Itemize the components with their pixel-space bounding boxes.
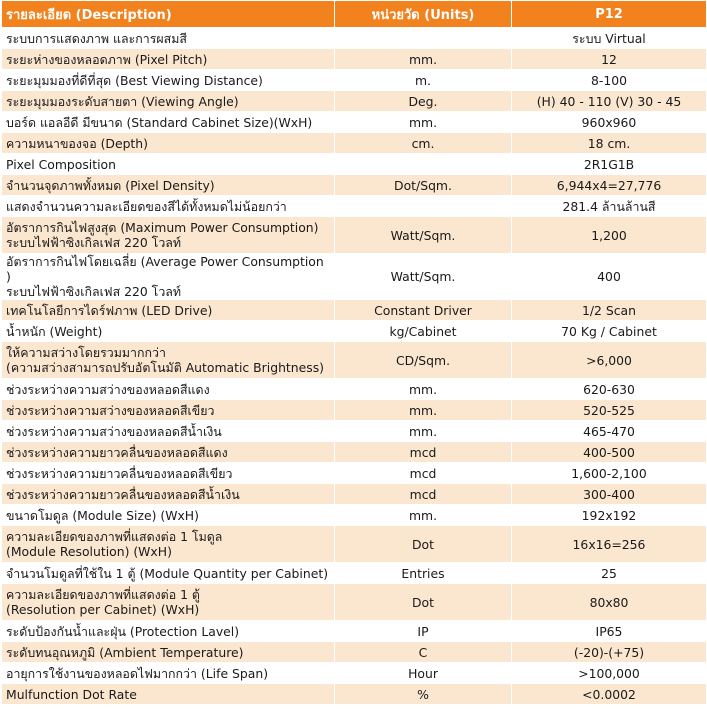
row-description [2, 133, 334, 153]
header-model: P12 [512, 1, 706, 27]
row-description-line: ระดับทนอุณหภูมิ (Ambient Temperature) [6, 644, 244, 660]
row-description-line: (Resolution per Cabinet) (WxH) [6, 602, 200, 617]
row-description-line: จำนวนจุดภาพทั้งหมด (Pixel Density) [6, 177, 215, 193]
table-row [2, 584, 706, 620]
row-description-line: ระยะห่างของหลอดภาพ (Pixel Pitch) [6, 51, 208, 67]
row-value: 1,200 [512, 217, 706, 253]
row-value: ระบบ Virtual [512, 28, 706, 48]
row-description-line: ช่วงระหว่างความยาวคลื่นของหลอดสีแดง [6, 444, 228, 460]
row-description [2, 70, 334, 90]
row-unit [335, 28, 511, 48]
row-unit: mm. [335, 379, 511, 399]
row-description [2, 91, 334, 111]
table-row [2, 684, 706, 704]
table-row [2, 379, 706, 399]
table-row [2, 321, 706, 341]
row-unit: IP [335, 621, 511, 641]
row-unit [335, 154, 511, 174]
row-value: 620-630 [512, 379, 706, 399]
row-unit: mm. [335, 505, 511, 525]
row-description [2, 621, 334, 641]
header-row [2, 1, 706, 27]
row-description-line: (Module Resolution) (WxH) [6, 544, 172, 559]
table-row [2, 563, 706, 583]
row-description [2, 484, 334, 504]
row-value: 12 [512, 49, 706, 69]
row-value: 300-400 [512, 484, 706, 504]
row-unit: mcd [335, 484, 511, 504]
row-description [2, 421, 334, 441]
row-description [2, 196, 334, 216]
row-description-line: ความหนาของจอ (Depth) [6, 135, 148, 151]
row-description-line: ระยะมุมมองที่ดีที่สุด (Best Viewing Distance) [6, 72, 263, 88]
row-value: 400 [512, 254, 706, 299]
row-unit: mm. [335, 421, 511, 441]
row-description [2, 442, 334, 462]
row-description [2, 321, 334, 341]
table-row [2, 442, 706, 462]
row-description [2, 400, 334, 420]
row-unit: C [335, 642, 511, 662]
row-value: 70 Kg / Cabinet [512, 321, 706, 341]
row-unit: Hour [335, 663, 511, 683]
row-value: <0.0002 [512, 684, 706, 704]
spec-table [1, 0, 707, 705]
row-value: 960x960 [512, 112, 706, 132]
row-value: 1/2 Scan [512, 300, 706, 320]
row-value: (-20)-(+75) [512, 642, 706, 662]
row-unit: Watt/Sqm. [335, 254, 511, 299]
row-description-line: ขนาดโมดูล (Module Size) (WxH) [6, 507, 199, 523]
row-value: IP65 [512, 621, 706, 641]
table-row [2, 49, 706, 69]
row-description [2, 463, 334, 483]
table-row [2, 133, 706, 153]
row-unit: Dot/Sqm. [335, 175, 511, 195]
header-description: รายละเอียด (Description) [2, 1, 334, 27]
row-value: 25 [512, 563, 706, 583]
row-value: 400-500 [512, 442, 706, 462]
row-description [2, 505, 334, 525]
table-row [2, 91, 706, 111]
row-description [2, 254, 334, 299]
row-description-line: (ความสว่างสามารถปรับอัตโนมัติ Automatic Brightness) [6, 360, 325, 375]
table-row [2, 505, 706, 525]
row-description-line: ช่วงระหว่างความยาวคลื่นของหลอดสีเขียว [6, 465, 233, 481]
row-description-line: ช่วงระหว่างความสว่างของหลอดสีน้ำเงิน [6, 423, 222, 439]
row-description-line: Mulfunction Dot Rate [6, 686, 137, 702]
row-unit: Deg. [335, 91, 511, 111]
row-unit: mcd [335, 442, 511, 462]
row-unit: Dot [335, 584, 511, 620]
table-row [2, 484, 706, 504]
row-description-line: อัตราการกินไฟสูงสุด (Maximum Power Consumption) [6, 220, 319, 235]
row-description [2, 217, 334, 253]
row-value: 465-470 [512, 421, 706, 441]
row-unit [335, 196, 511, 216]
row-unit: mm. [335, 400, 511, 420]
table-row [2, 175, 706, 195]
row-unit: kg/Cabinet [335, 321, 511, 341]
row-unit: mcd [335, 463, 511, 483]
row-description-line: ระดับป้องกันน้ำและฝุ่น (Protection Lavel) [6, 623, 240, 639]
row-description-line: ระบบการแสดงภาพ และการผสมสี [6, 30, 187, 46]
row-value: 1,600-2,100 [512, 463, 706, 483]
row-description-line: ความละเอียดของภาพที่แสดงต่อ 1 ตู้ [6, 587, 200, 602]
row-value: 281.4 ล้านล้านสี [512, 196, 706, 216]
row-unit: cm. [335, 133, 511, 153]
row-description-line: ช่วงระหว่างความสว่างของหลอดสีแดง [6, 381, 210, 397]
row-unit: m. [335, 70, 511, 90]
row-description-line: ระยะมุมมองระดับสายตา (Viewing Angle) [6, 93, 239, 109]
header-units: หน่วยวัด (Units) [335, 1, 511, 27]
row-description-line: ช่วงระหว่างความยาวคลื่นของหลอดสีน้ำเงิน [6, 486, 240, 502]
row-description [2, 112, 334, 132]
row-value: >6,000 [512, 342, 706, 378]
row-description-line: อัตราการกินไฟโดยเฉลี่ย (Average Power Consumption ) [6, 254, 324, 284]
row-value: 8-100 [512, 70, 706, 90]
row-unit: % [335, 684, 511, 704]
row-description [2, 300, 334, 320]
row-value: 80x80 [512, 584, 706, 620]
row-value: (H) 40 - 110 (V) 30 - 45 [512, 91, 706, 111]
row-description-line: เทคโนโลยีการไดร์ฟภาพ (LED Drive) [6, 302, 213, 318]
row-value: 2R1G1B [512, 154, 706, 174]
row-description-line: ช่วงระหว่างความสว่างของหลอดสีเขียว [6, 402, 215, 418]
table-row [2, 463, 706, 483]
row-description-line: น้ำหนัก (Weight) [6, 323, 103, 339]
row-unit: Dot [335, 526, 511, 562]
row-value: >100,000 [512, 663, 706, 683]
row-unit: Constant Driver [335, 300, 511, 320]
row-value: 18 cm. [512, 133, 706, 153]
row-description-line: ความละเอียดของภาพที่แสดงต่อ 1 โมดูล [6, 529, 223, 544]
row-description [2, 175, 334, 195]
row-description-line: อายุการใช้งานของหลอดไฟมากกว่า (Life Span) [6, 665, 269, 681]
spec-rows [2, 28, 706, 704]
row-value: 6,944x4=27,776 [512, 175, 706, 195]
row-unit: CD/Sqm. [335, 342, 511, 378]
row-description-line: แสดงจำนวนความละเอียดของสีได้ทั้งหมดไม่น้อยกว่า [6, 198, 287, 214]
row-description [2, 154, 334, 174]
row-unit: mm. [335, 112, 511, 132]
table-row [2, 196, 706, 216]
table-row [2, 217, 706, 253]
row-description [2, 684, 334, 704]
row-description-line: บอร์ด แอลอีดี มีขนาด (Standard Cabinet Size)(WxH) [6, 114, 313, 130]
table-row [2, 526, 706, 562]
row-unit: mm. [335, 49, 511, 69]
row-description-line: ระบบไฟฟ้าซิงเกิลเฟส 220 โวลท์ [6, 284, 182, 299]
table-row [2, 28, 706, 48]
row-value: 16x16=256 [512, 526, 706, 562]
table-row [2, 400, 706, 420]
table-row [2, 421, 706, 441]
row-value: 520-525 [512, 400, 706, 420]
table-row [2, 154, 706, 174]
row-unit: Entries [335, 563, 511, 583]
table-row [2, 112, 706, 132]
row-unit: Watt/Sqm. [335, 217, 511, 253]
row-description-line: Pixel Composition [6, 156, 116, 172]
row-description [2, 28, 334, 48]
row-description-line: ระบบไฟฟ้าซิงเกิลเฟส 220 โวลท์ [6, 235, 182, 250]
table-row [2, 300, 706, 320]
row-description [2, 563, 334, 583]
table-row [2, 70, 706, 90]
table-row [2, 642, 706, 662]
table-row [2, 621, 706, 641]
row-description [2, 526, 334, 562]
table-row [2, 254, 706, 299]
row-description [2, 663, 334, 683]
row-description-line: ให้ความสว่างโดยรวมมากกว่า [6, 345, 166, 360]
row-description [2, 584, 334, 620]
table-row [2, 663, 706, 683]
row-description-line: จำนวนโมดูลที่ใช้ใน 1 ตู้ (Module Quantity per Cabinet) [6, 565, 329, 581]
row-value: 192x192 [512, 505, 706, 525]
row-description [2, 379, 334, 399]
row-description [2, 642, 334, 662]
row-description [2, 342, 334, 378]
table-row [2, 342, 706, 378]
row-description [2, 49, 334, 69]
